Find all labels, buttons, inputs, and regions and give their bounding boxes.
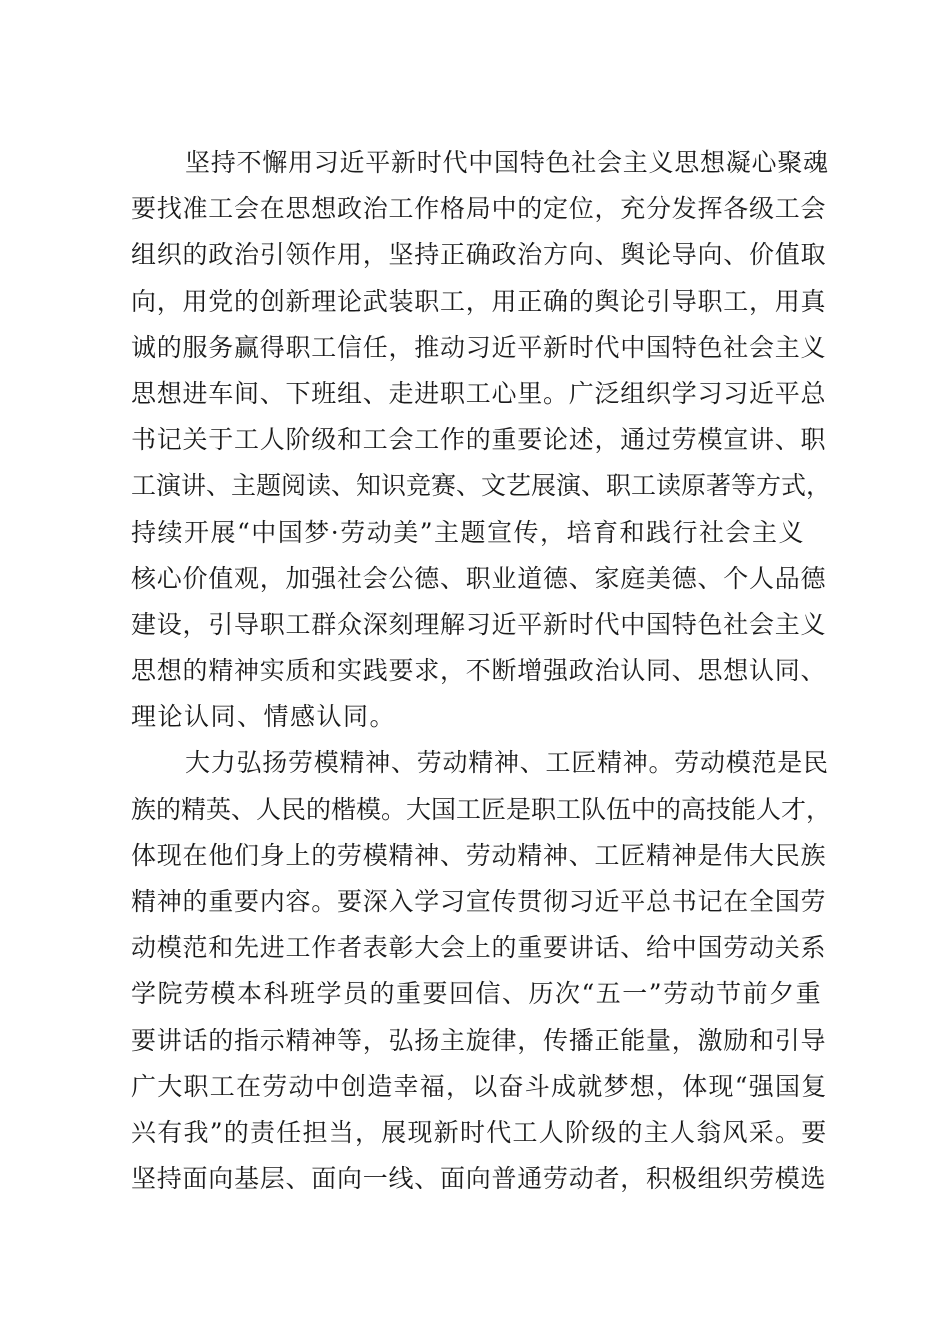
paragraph-line: 动模范和先进工作者表彰大会上的重要讲话、给中国劳动关系	[131, 933, 827, 963]
paragraph-line: 工演讲、主题阅读、知识竞赛、文艺展演、职工读原著等方式，	[131, 471, 832, 501]
paragraph-line: 思想的精神实质和实践要求，不断增强政治认同、思想认同、	[131, 656, 827, 686]
paragraph-line: 族的精英、人民的楷模。大国工匠是职工队伍中的高技能人才，	[131, 794, 832, 824]
paragraph-1	[131, 140, 831, 740]
paragraph-line: 理论认同、情感认同。	[131, 702, 397, 732]
paragraph-line: 大力弘扬劳模精神、劳动精神、工匠精神。劳动模范是民	[185, 748, 829, 778]
paragraph-line: 建设，引导职工群众深刻理解习近平新时代中国特色社会主义	[131, 609, 827, 639]
paragraph-2	[131, 740, 831, 1202]
paragraph-line: 兴有我”的责任担当，展现新时代工人阶级的主人翁风采。要	[131, 1117, 828, 1147]
paragraph-line: 广大职工在劳动中创造幸福，以奋斗成就梦想，体现“强国复	[131, 1071, 828, 1101]
paragraph-line: 书记关于工人阶级和工会工作的重要论述，通过劳模宣讲、职	[131, 425, 827, 455]
body-text	[131, 140, 831, 1202]
paragraph-line: 体现在他们身上的劳模精神、劳动精神、工匠精神是伟大民族	[131, 840, 827, 870]
paragraph-line: 学院劳模本科班学员的重要回信、历次“五一”劳动节前夕重	[131, 979, 823, 1009]
paragraph-line: 要讲话的指示精神等，弘扬主旋律，传播正能量，激励和引导	[131, 1025, 827, 1055]
paragraph-line: 持续开展“中国梦·劳动美”主题宣传，培育和践行社会主义	[131, 517, 806, 547]
paragraph-line: 组织的政治引领作用，坚持正确政治方向、舆论导向、价值取	[131, 240, 827, 270]
paragraph-line: 坚持不懈用习近平新时代中国特色社会主义思想凝心聚魂	[185, 148, 829, 177]
paragraph-line: 思想进车间、下班组、走进职工心里。广泛组织学习习近平总	[131, 378, 827, 408]
paragraph-line: 诚的服务赢得职工信任，推动习近平新时代中国特色社会主义	[131, 332, 827, 362]
paragraph-line: 核心价值观，加强社会公德、职业道德、家庭美德、个人品德	[131, 563, 827, 593]
paragraph-line: 精神的重要内容。要深入学习宣传贯彻习近平总书记在全国劳	[131, 887, 827, 916]
paragraph-line: 坚持面向基层、面向一线、面向普通劳动者，积极组织劳模选	[131, 1164, 827, 1194]
paragraph-line: 向，用党的创新理论武装职工，用正确的舆论引导职工，用真	[131, 286, 827, 316]
paragraph-line: 要找准工会在思想政治工作格局中的定位，充分发挥各级工会	[131, 194, 827, 224]
